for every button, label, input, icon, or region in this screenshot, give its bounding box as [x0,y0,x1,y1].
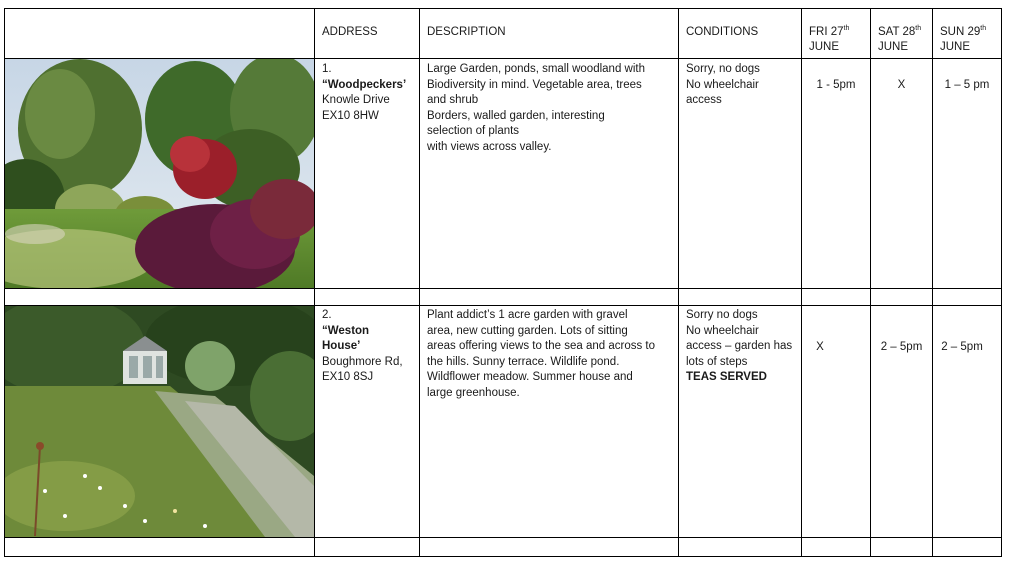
column-divider [678,8,679,557]
condition-line: access [686,94,722,106]
condition-line: lots of steps [686,355,748,368]
description-line: area, new cutting garden. Lots of sitting [427,324,628,337]
description-line: Plant addict’s 1 acre garden with gravel [427,309,628,321]
description-line: and shrub [427,94,479,106]
garden-1-road: Knowle Drive [322,94,390,106]
garden-2-friday-hours: X [816,341,824,353]
garden-2-conditions [686,308,792,386]
description-line: large greenhouse. [427,386,520,399]
condition-line: Sorry no dogs [686,309,758,321]
garden-2-description [427,308,655,401]
garden-2-name: “Weston [322,324,370,337]
header-sunday: SUN 29th JUNE [940,25,987,53]
table-border-right [1001,8,1002,557]
description-line: the hills. Sunny terrace. Wildlife pond. [427,355,620,368]
header-friday: FRI 27th JUNE [809,25,850,53]
garden-1-friday-hours: 1 - 5pm [816,79,856,91]
garden-1-number: 1. [322,63,332,75]
condition-line: No wheelchair [686,324,759,337]
description-line: selection of plants [427,125,520,137]
garden-1-conditions [686,62,760,109]
garden-2-name-cont: House’ [322,340,361,352]
garden-1-sunday-hours: 1 – 5 pm [944,79,990,91]
garden-1-postcode: EX10 8HW [322,109,379,122]
row-divider [4,288,1002,289]
garden-1-saturday-hours: X [897,79,906,91]
header-description: DESCRIPTION [427,26,506,38]
garden-2-address [322,308,403,386]
description-line: Large Garden, ponds, small woodland with [427,63,645,75]
garden-2-sunday-hours: 2 – 5pm [941,341,983,353]
garden-1-description [427,62,645,155]
table-border-bottom [4,556,1002,557]
description-line: Biodiversity in mind. Vegetable area, trees [427,78,642,91]
garden-2-number: 2. [322,309,332,321]
row-divider [4,537,1002,538]
table-border-top [4,8,1002,9]
column-divider [314,8,315,557]
garden-2-saturday-hours: 2 – 5pm [880,341,923,353]
description-line: areas offering views to the sea and across to [427,340,656,352]
description-line: Wildflower meadow. Summer house and [427,371,633,383]
garden-2-postcode: EX10 8SJ [322,371,374,383]
condition-line: Sorry, no dogs [686,63,760,75]
teas-served-label: TEAS SERVED [686,371,767,383]
garden-2-road: Boughmore Rd, [322,355,403,368]
condition-line: access – garden has [686,340,793,352]
garden-woodpeckers-photo [5,59,314,288]
garden-1-address [322,62,406,124]
garden-1-name: “Woodpeckers’ [322,78,407,91]
condition-line: No wheelchair [686,78,759,91]
description-line: Borders, walled garden, interesting [427,109,605,122]
header-address: ADDRESS [322,26,378,38]
garden-weston-house-photo [5,306,314,537]
header-conditions: CONDITIONS [686,26,759,38]
header-saturday: SAT 28th JUNE [878,25,922,53]
description-line: with views across valley. [427,140,552,153]
column-divider [419,8,420,557]
